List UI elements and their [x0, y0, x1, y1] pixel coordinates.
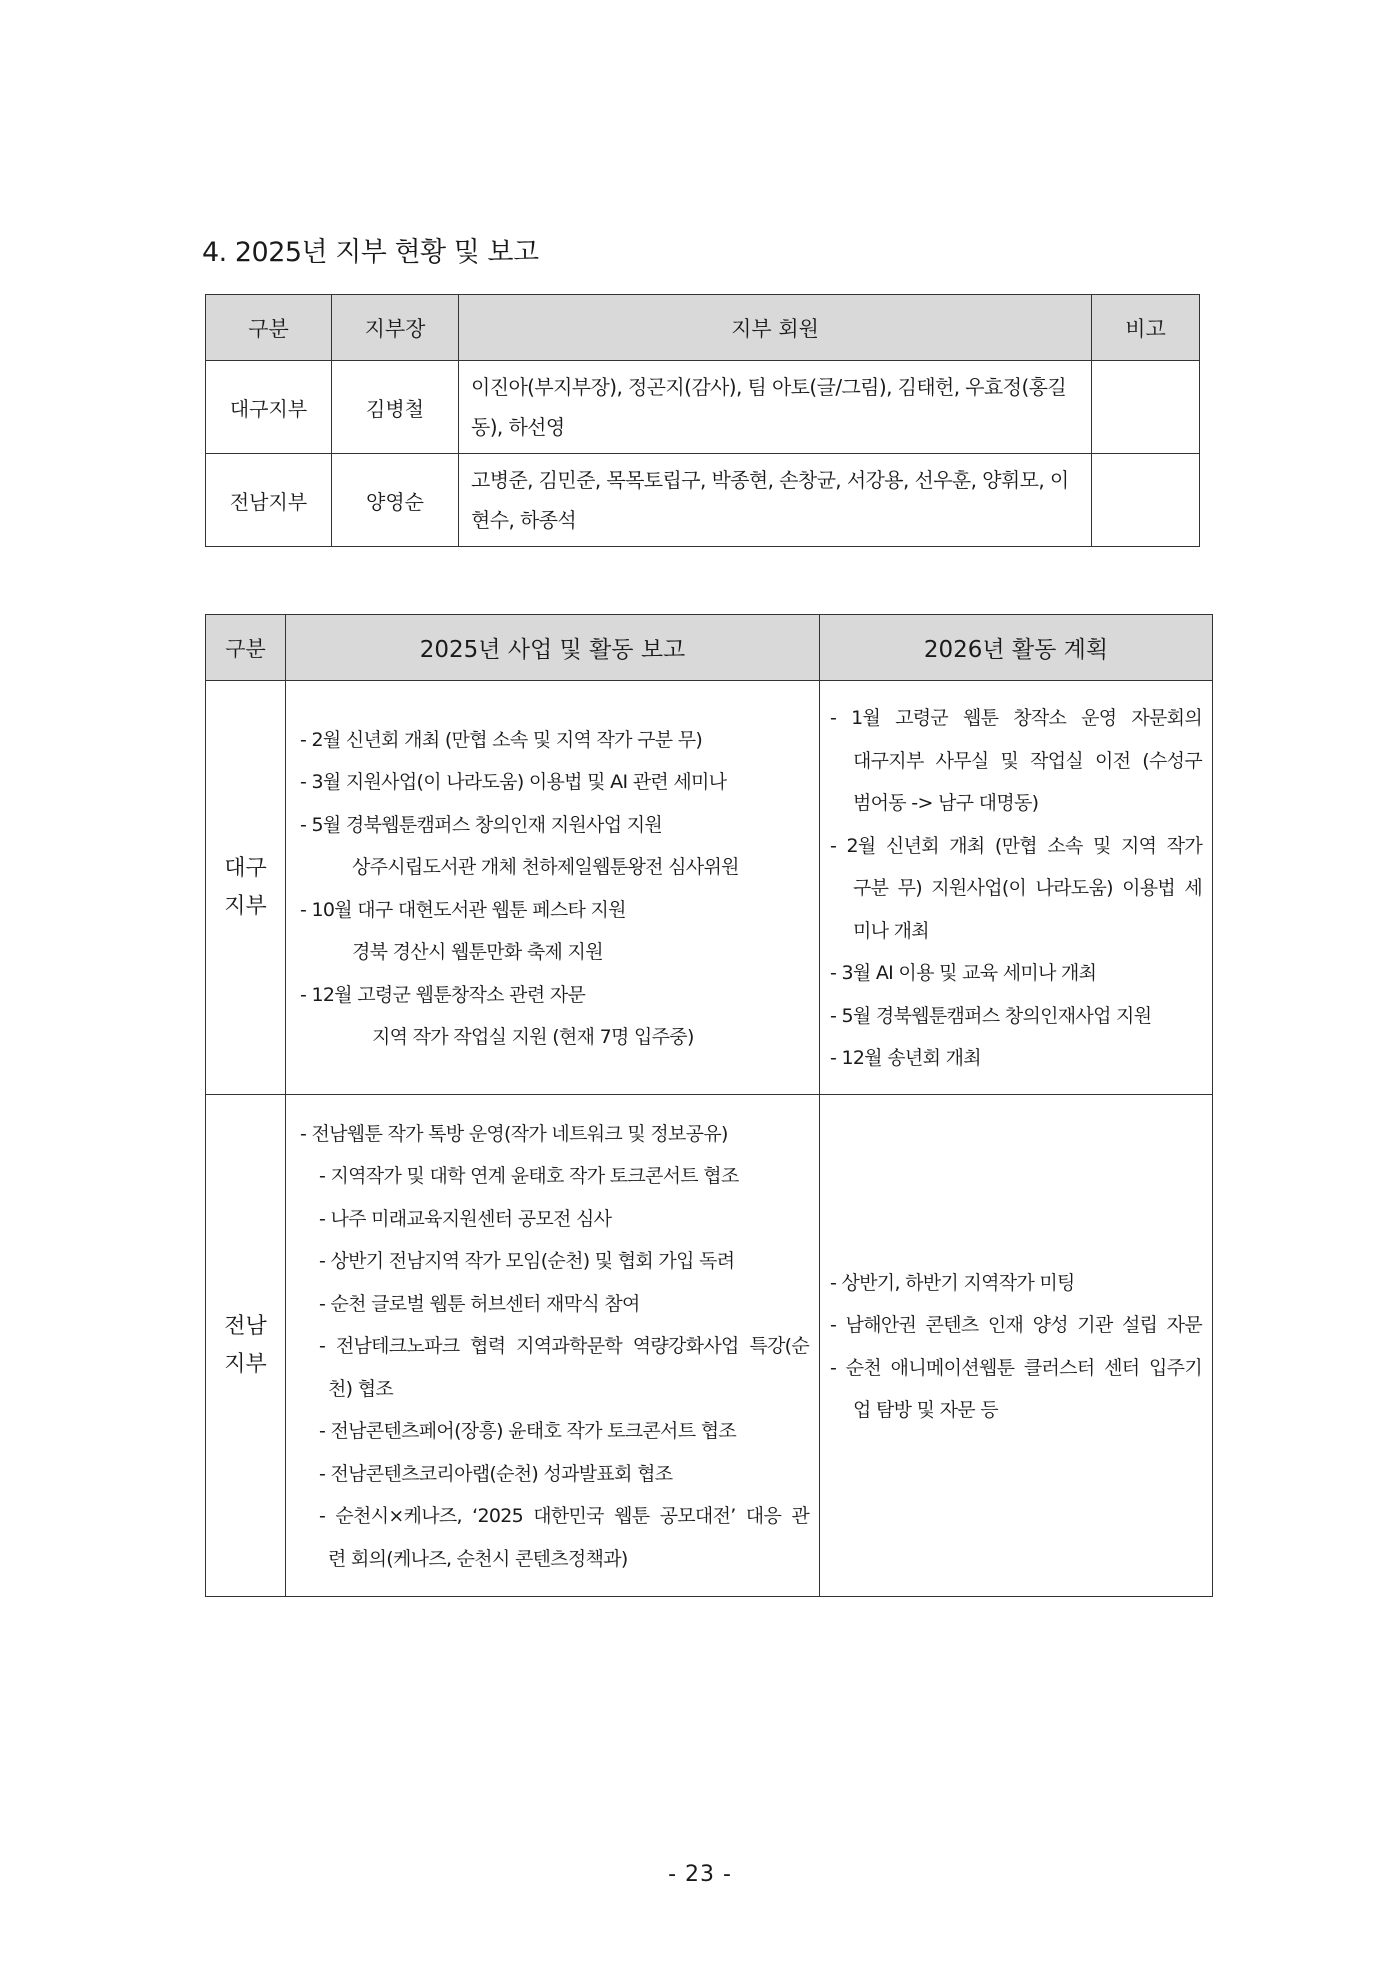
list-item: - 12월 송년회 개최	[830, 1047, 981, 1070]
list-item: - 12월 고령군 웹툰창작소 관련 자문	[300, 983, 586, 1006]
header-members: 지부 회원	[459, 295, 1092, 361]
list-item: - 전남웹툰 작가 톡방 운영(작가 네트워크 및 정보공유)	[300, 1122, 728, 1145]
branch-status-table	[205, 294, 1200, 547]
header-category: 구분	[206, 615, 286, 681]
list-item: - 2월 신년회 개최 (만협 소속 및 지역 작가	[830, 834, 1202, 857]
list-item: - 전남콘텐츠코리아랩(순천) 성과발표회 협조	[319, 1462, 673, 1485]
members-cell: 이진아(부지부장), 정곤지(감사), 팀 아토(글/그림), 김태헌, 우효정(홍길동), 하선영	[459, 361, 1092, 454]
list-item: - 10월 대구 대현도서관 웹툰 페스타 지원	[300, 898, 626, 921]
region-cell-jeonnam	[206, 1095, 286, 1597]
region-cell: 전남지부	[206, 454, 332, 547]
list-item: 지역 작가 작업실 지원 (현재 7명 입주중)	[372, 1026, 694, 1048]
leader-cell: 양영순	[332, 454, 459, 547]
header-leader: 지부장	[332, 295, 459, 361]
report-cell-daegu	[286, 681, 820, 1095]
note-cell	[1092, 361, 1200, 454]
list-item: - 순천 애니메이션웹툰 클러스터 센터 입주기	[830, 1356, 1202, 1379]
members-cell: 고병준, 김민준, 목목토립구, 박종현, 손창균, 서강용, 선우훈, 양휘모, 이현수, 하종석	[459, 454, 1092, 547]
list-item: 상주시립도서관 개체 천하제일웹툰왕전 심사위원	[352, 856, 739, 878]
header-2025-report: 2025년 사업 및 활동 보고	[286, 615, 820, 681]
list-item: 업 탐방 및 자문 등	[853, 1399, 998, 1421]
list-item: - 상반기, 하반기 지역작가 미팅	[830, 1271, 1075, 1294]
table-row-daegu	[206, 681, 1213, 1095]
region-label: 대구	[224, 855, 267, 881]
plan-cell-jeonnam	[820, 1095, 1213, 1597]
list-item: 련 회의(케나즈, 순천시 콘텐츠정책과)	[328, 1547, 628, 1570]
note-cell	[1092, 454, 1200, 547]
list-item: - 1월 고령군 웹툰 창작소 운영 자문회의	[830, 707, 1202, 730]
list-item: - 상반기 전남지역 작가 모임(순천) 및 협회 가입 독려	[319, 1250, 735, 1273]
list-item: 범어동 -> 남구 대명동)	[853, 792, 1039, 815]
region-label: 지부	[224, 893, 267, 919]
list-item: - 5월 경북웹툰캠퍼스 창의인재 지원사업 지원	[300, 813, 663, 836]
page-number: - 23 -	[668, 1862, 732, 1887]
list-item: 구분 무) 지원사업(이 나라도움) 이용법 세	[853, 877, 1202, 900]
list-item: - 3월 지원사업(이 나라도움) 이용법 및 AI 관련 세미나	[300, 771, 727, 793]
list-item: - 전남테크노파크 협력 지역과학문학 역량강화사업 특강(순	[319, 1335, 809, 1358]
table-row	[206, 361, 1200, 454]
activity-report-table	[205, 614, 1213, 1597]
table-row	[206, 454, 1200, 547]
list-item: - 순천 글로벌 웹툰 허브센터 재막식 참여	[319, 1292, 640, 1315]
header-category: 구분	[206, 295, 332, 361]
list-item: - 3월 AI 이용 및 교육 세미나 개최	[830, 962, 1097, 985]
region-label: 전남	[224, 1313, 267, 1339]
list-item: - 나주 미래교육지원센터 공모전 심사	[319, 1207, 612, 1230]
list-item: 경북 경산시 웹툰만화 축제 지원	[352, 941, 603, 963]
region-label: 지부	[224, 1351, 267, 1377]
table-row-jeonnam	[206, 1095, 1213, 1597]
list-item: 천) 협조	[328, 1377, 394, 1400]
table-header-row	[206, 615, 1213, 681]
list-item: - 지역작가 및 대학 연계 윤태호 작가 토크콘서트 협조	[319, 1165, 739, 1188]
leader-cell: 김병철	[332, 361, 459, 454]
list-item: - 2월 신년회 개최 (만협 소속 및 지역 작가 구분 무)	[300, 728, 703, 751]
header-note: 비고	[1092, 295, 1200, 361]
region-cell: 대구지부	[206, 361, 332, 454]
section-title: 4. 2025년 지부 현황 및 보고	[202, 237, 539, 268]
table-header-row	[206, 295, 1200, 361]
list-item: 미나 개최	[853, 919, 929, 942]
list-item: - 5월 경북웹툰캠퍼스 창의인재사업 지원	[830, 1004, 1152, 1027]
list-item: 대구지부 사무실 및 작업실 이전 (수성구	[853, 749, 1202, 772]
plan-cell-daegu	[820, 681, 1213, 1095]
list-item: - 남해안권 콘텐츠 인재 양성 기관 설립 자문	[830, 1314, 1202, 1336]
list-item: - 전남콘텐츠페어(장흥) 윤태호 작가 토크콘서트 협조	[319, 1420, 737, 1443]
region-cell-daegu	[206, 681, 286, 1095]
report-cell-jeonnam	[286, 1095, 820, 1597]
header-2026-plan: 2026년 활동 계획	[820, 615, 1213, 681]
list-item: - 순천시×케나즈, ‘2025 대한민국 웹툰 공모대전’ 대응 관	[319, 1505, 809, 1528]
